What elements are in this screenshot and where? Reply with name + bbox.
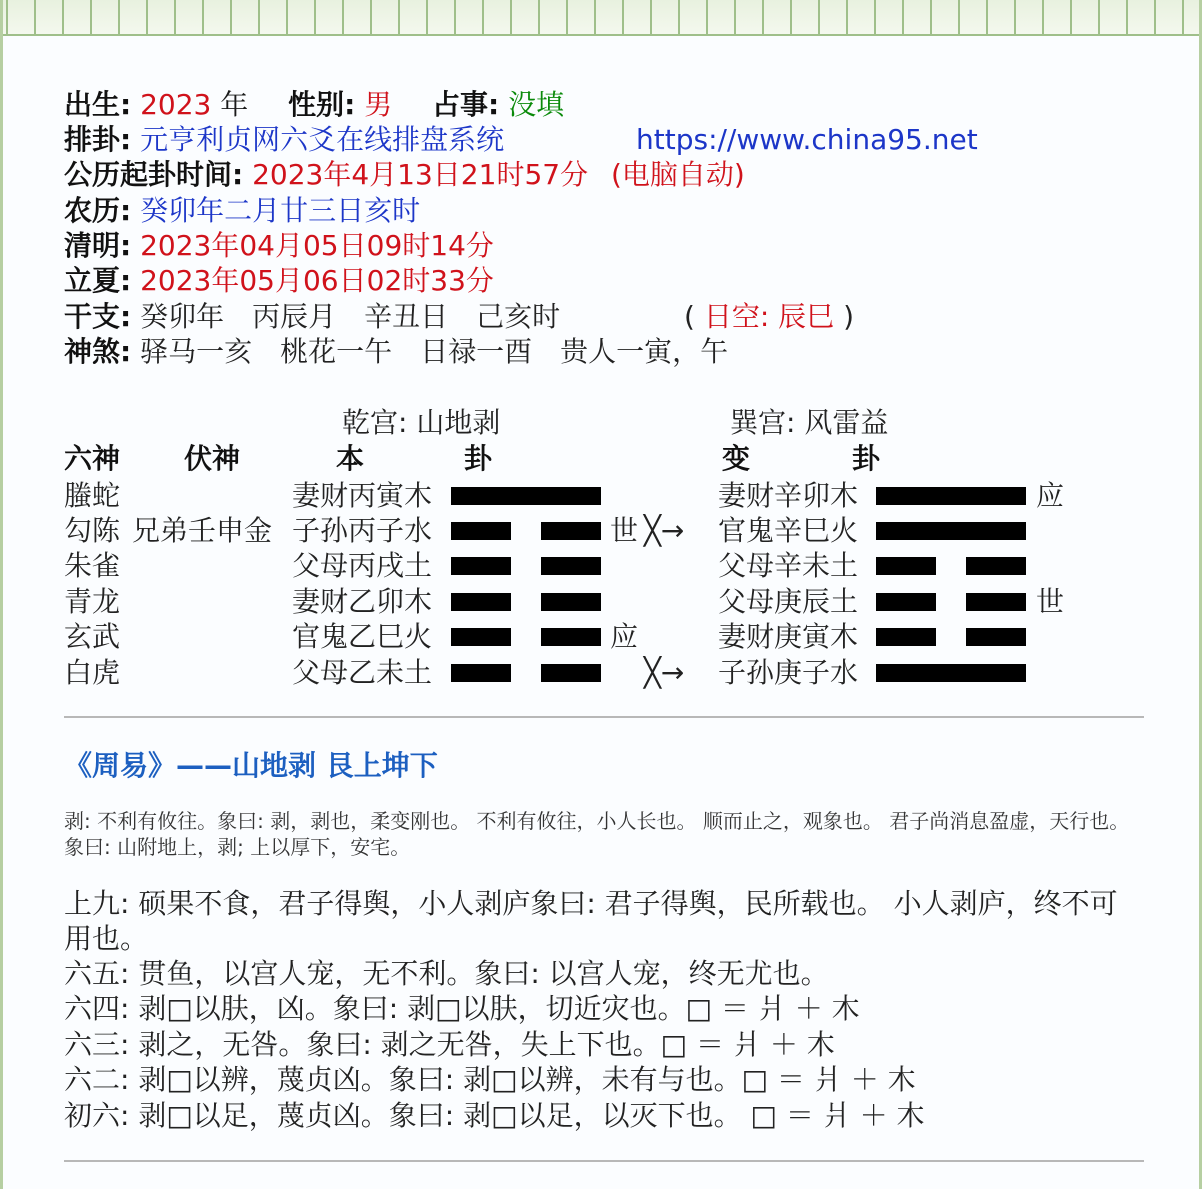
main-yao-cell: 官鬼乙巳火 xyxy=(292,620,433,653)
yin-line-segment xyxy=(451,522,511,540)
moving-arrow-icon: ╳→ xyxy=(644,656,685,689)
liushen-cell: 白虎 xyxy=(64,656,121,689)
kong-value: 日空: 辰巳 xyxy=(703,300,835,333)
matter-value: 没填 xyxy=(508,88,565,121)
divider-bottom xyxy=(64,1160,1144,1162)
yin-line-segment xyxy=(541,628,601,646)
yao-row xyxy=(0,513,1202,549)
change-yao-line xyxy=(876,628,1026,646)
main-yao-cell: 子孙丙子水 xyxy=(292,514,433,547)
yin-line-segment xyxy=(876,628,936,646)
yang-line-segment xyxy=(876,487,1026,505)
solar-note: (电脑自动) xyxy=(610,158,745,191)
divider-top xyxy=(64,716,1144,718)
qingming-line xyxy=(64,229,494,263)
col-bian: 变 xyxy=(722,442,751,475)
change-yao-line xyxy=(876,487,1026,505)
yao-row xyxy=(0,619,1202,655)
change-yao-cell: 父母庚辰土 xyxy=(718,585,859,618)
change-yao-line xyxy=(876,557,1026,575)
change-shi-ying-mark: 应 xyxy=(1036,479,1065,512)
main-yao-line xyxy=(451,557,601,575)
yang-line-segment xyxy=(876,522,1026,540)
col-fushen: 伏神 xyxy=(184,442,241,475)
moving-arrow-icon: ╳→ xyxy=(644,514,685,547)
change-yao-cell: 父母辛未土 xyxy=(718,549,859,582)
yin-line-segment xyxy=(541,522,601,540)
lunar-value: 癸卯年二月廿三日亥时 xyxy=(140,194,421,227)
liushen-cell: 玄武 xyxy=(64,620,121,653)
yaoci-line: 六三: 剥之，无咎。象曰: 剥之无咎，失上下也。□ ＝ 爿 ＋ 木 xyxy=(64,1028,835,1061)
main-yao-line xyxy=(451,522,601,540)
ganzhi-value: 癸卯年 丙辰月 辛丑日 己亥时 xyxy=(140,300,561,333)
main-yao-cell: 妻财乙卯木 xyxy=(292,585,433,618)
liushen-cell: 螣蛇 xyxy=(64,479,121,512)
liushen-cell: 青龙 xyxy=(64,585,121,618)
birth-unit: 年 xyxy=(220,88,249,121)
yaoci-line: 六四: 剥□以肤，凶。象曰: 剥□以肤，切近灾也。□ ＝ 爿 ＋ 木 xyxy=(64,992,860,1025)
yin-line-segment xyxy=(876,557,936,575)
yin-line-segment xyxy=(876,593,936,611)
main-yao-line xyxy=(451,628,601,646)
main-yao-cell: 父母丙戌土 xyxy=(292,549,433,582)
kong-line xyxy=(684,300,854,334)
ganzhi-label: 干支: xyxy=(64,300,132,333)
yao-row xyxy=(0,584,1202,620)
main-yao-cell: 父母乙未土 xyxy=(292,656,433,689)
yin-line-segment xyxy=(451,664,511,682)
system-line xyxy=(64,123,504,157)
lixia-label: 立夏: xyxy=(64,264,132,297)
yang-line-segment xyxy=(876,664,1026,682)
guaci-text: 剥: 不利有攸往。象曰: 剥，剥也，柔变刚也。 不利有攸往，小人长也。 顺而止之，观象也。 君子尚消息盈虚，天行也。象曰: 山附地上，剥; 上以厚下，安宅。 xyxy=(64,809,1130,859)
yao-row xyxy=(0,478,1202,514)
shensha-value: 驿马一亥 桃花一午 日禄一酉 贵人一寅，午 xyxy=(140,335,729,368)
yin-line-segment xyxy=(541,664,601,682)
main-palace-title: 乾宫: 山地剥 xyxy=(342,406,501,439)
yin-line-segment xyxy=(451,593,511,611)
yin-line-segment xyxy=(451,628,511,646)
yaoci-line: 上九: 硕果不食，君子得舆，小人剥庐象曰: 君子得舆，民所载也。 小人剥庐，终不可用也。 xyxy=(64,887,1118,955)
shensha-label: 神煞: xyxy=(64,335,132,368)
yin-line-segment xyxy=(966,557,1026,575)
solar-time-line xyxy=(64,158,745,192)
lunar-label: 农历: xyxy=(64,194,132,227)
yaoci-line: 六五: 贯鱼，以宫人宠，无不利。象曰: 以宫人宠，终无尤也。 xyxy=(64,957,829,990)
system-label: 排卦: xyxy=(64,123,132,156)
yin-line-segment xyxy=(541,593,601,611)
change-yao-cell: 官鬼辛巳火 xyxy=(718,514,859,547)
decorative-border-top xyxy=(0,0,1202,36)
main-yao-line xyxy=(451,593,601,611)
change-yao-line xyxy=(876,522,1026,540)
matter-label: 占事: xyxy=(432,88,500,121)
qingming-value: 2023年04月05日09时14分 xyxy=(140,229,494,262)
col-gua: 卦 xyxy=(464,442,493,475)
change-yao-cell: 子孙庚子水 xyxy=(718,656,859,689)
zhouyi-title: 《周易》——山地剥 艮上坤下 xyxy=(64,749,438,782)
yin-line-segment xyxy=(966,593,1026,611)
change-yao-cell: 妻财辛卯木 xyxy=(718,479,859,512)
gender-label: 性别: xyxy=(288,88,356,121)
system-value: 元亨利贞网六爻在线排盘系统 xyxy=(140,123,505,156)
yaoci-line: 六二: 剥□以辨，蔑贞凶。象曰: 剥□以辨，未有与也。□ ＝ 爿 ＋ 木 xyxy=(64,1063,916,1096)
yang-line-segment xyxy=(451,487,601,505)
col-ben: 本 xyxy=(336,442,365,475)
change-yao-line xyxy=(876,593,1026,611)
main-yao-line xyxy=(451,487,601,505)
yin-line-segment xyxy=(451,557,511,575)
shi-ying-mark: 应 xyxy=(610,620,639,653)
birth-line xyxy=(64,88,564,122)
lixia-value: 2023年05月06日02时33分 xyxy=(140,264,494,297)
shensha-line xyxy=(64,335,728,369)
yao-row xyxy=(0,655,1202,691)
yin-line-segment xyxy=(966,628,1026,646)
birth-label: 出生: xyxy=(64,88,132,121)
birth-value: 2023 xyxy=(140,88,212,121)
change-yao-cell: 妻财庚寅木 xyxy=(718,620,859,653)
main-yao-line xyxy=(451,664,601,682)
change-yao-line xyxy=(876,664,1026,682)
solar-label: 公历起卦时间: xyxy=(64,158,244,191)
solar-value: 2023年4月13日21时57分 xyxy=(252,158,589,191)
col-liushen: 六神 xyxy=(64,442,121,475)
col-gua-2: 卦 xyxy=(852,442,881,475)
lixia-line xyxy=(64,264,494,298)
shi-ying-mark: 世 xyxy=(610,514,639,547)
system-url-link[interactable]: https://www.china95.net xyxy=(636,123,978,156)
fushen-cell: 兄弟壬申金 xyxy=(132,514,273,547)
change-palace-title: 巽宫: 风雷益 xyxy=(730,406,889,439)
yao-row xyxy=(0,548,1202,584)
liushen-cell: 勾陈 xyxy=(64,514,121,547)
main-yao-cell: 妻财丙寅木 xyxy=(292,479,433,512)
qingming-label: 清明: xyxy=(64,229,132,262)
kong-close: ) xyxy=(843,300,855,333)
yin-line-segment xyxy=(541,557,601,575)
yaoci-line: 初六: 剥□以足，蔑贞凶。象曰: 剥□以足，以灭下也。 □ ＝ 爿 ＋ 木 xyxy=(64,1099,925,1132)
change-shi-ying-mark: 世 xyxy=(1036,585,1065,618)
kong-open: ( xyxy=(684,300,695,333)
gender-value: 男 xyxy=(364,88,393,121)
lunar-line xyxy=(64,194,420,228)
liushen-cell: 朱雀 xyxy=(64,549,121,582)
ganzhi-line xyxy=(64,300,560,334)
